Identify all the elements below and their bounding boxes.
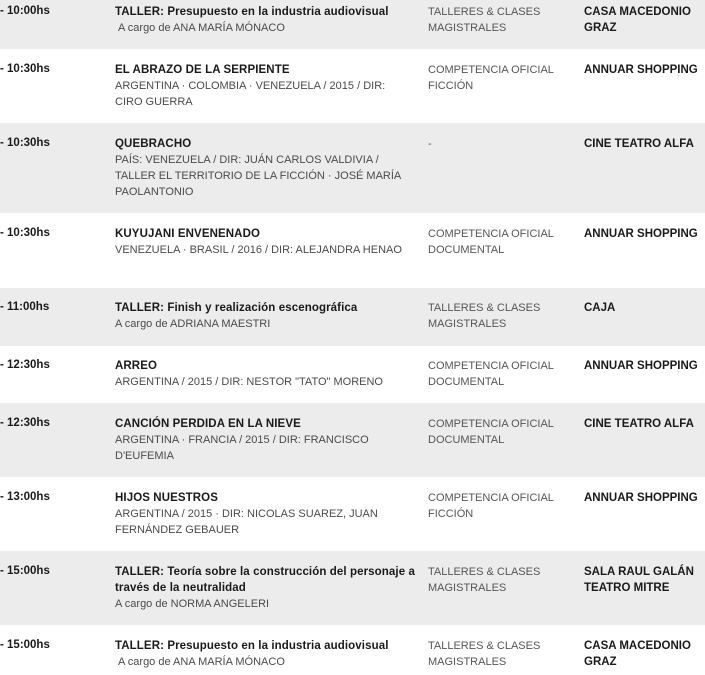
event-time: - 10:30hs: [0, 227, 50, 239]
schedule-row: [0, 625, 705, 675]
schedule-row: [0, 403, 705, 477]
event-info: [115, 358, 415, 390]
event-info: [115, 300, 415, 332]
event-title[interactable]: TALLER: Presupuesto en la industria audiovisual: [115, 640, 389, 652]
event-category: COMPETENCIA OFICIAL DOCUMENTAL: [428, 418, 554, 446]
event-venue: ANNUAR SHOPPING: [584, 360, 698, 372]
event-subtitle: ARGENTINA · COLOMBIA · VENEZUELA / 2015 / DIR: CIRO GUERRA: [115, 80, 386, 108]
event-category: COMPETENCIA OFICIAL FICCIÓN: [428, 492, 554, 520]
event-subtitle: A cargo de ANA MARÍA MÓNACO: [118, 22, 285, 34]
event-subtitle: ARGENTINA / 2015 · DIR: NICOLAS SUAREZ, JUAN FERNÁNDEZ GEBAUER: [115, 508, 378, 536]
event-venue: CINE TEATRO ALFA: [584, 138, 694, 150]
event-category: -: [428, 138, 432, 150]
event-info: [115, 638, 415, 670]
event-venue: ANNUAR SHOPPING: [584, 492, 698, 504]
event-time: - 13:00hs: [0, 491, 50, 503]
schedule-row: [0, 346, 705, 403]
event-venue: ANNUAR SHOPPING: [584, 228, 698, 240]
event-subtitle: VENEZUELA · BRASIL / 2016 / DIR: ALEJANDRA HENAO: [115, 244, 402, 256]
schedule-row: [0, 477, 705, 551]
event-venue: CINE TEATRO ALFA: [584, 418, 694, 430]
event-title[interactable]: ARREO: [115, 360, 158, 372]
event-category: COMPETENCIA OFICIAL DOCUMENTAL: [428, 228, 554, 256]
event-venue: CASA MACEDONIO GRAZ: [584, 640, 691, 668]
event-info: [115, 136, 415, 200]
event-time: - 15:00hs: [0, 565, 50, 577]
event-subtitle: A cargo de ANA MARÍA MÓNACO: [118, 656, 285, 668]
event-category: TALLERES & CLASES MAGISTRALES: [428, 6, 541, 34]
event-title[interactable]: TALLER: Teoría sobre la construcción del personaje a través de la neutralidad: [115, 566, 416, 594]
event-title[interactable]: TALLER: Finish y realización escenográfica: [115, 302, 358, 314]
event-category: TALLERES & CLASES MAGISTRALES: [428, 302, 541, 330]
event-category: TALLERES & CLASES MAGISTRALES: [428, 640, 541, 668]
event-subtitle: A cargo de ADRIANA MAESTRI: [115, 318, 271, 330]
event-info: [115, 226, 415, 258]
event-time: - 12:30hs: [0, 359, 50, 371]
event-time: - 12:30hs: [0, 417, 50, 429]
schedule-row: [0, 288, 705, 346]
schedule-row: [0, 0, 705, 49]
event-subtitle: PAÍS: VENEZUELA / DIR: JUÁN CARLOS VALDIVIA / TALLER EL TERRITORIO DE LA FICCIÓN · JOSÉ MARÍA PAOLANTONIO: [115, 154, 401, 198]
event-time: - 10:30hs: [0, 63, 50, 75]
event-subtitle: A cargo de NORMA ANGELERI: [115, 598, 270, 610]
event-info: [115, 490, 415, 538]
event-info: [115, 62, 415, 110]
event-time: - 10:30hs: [0, 137, 50, 149]
event-venue: CASA MACEDONIO GRAZ: [584, 6, 691, 34]
event-time: - 15:00hs: [0, 639, 50, 651]
event-category: COMPETENCIA OFICIAL FICCIÓN: [428, 64, 554, 92]
event-category: TALLERES & CLASES MAGISTRALES: [428, 566, 541, 594]
event-subtitle: ARGENTINA / 2015 / DIR: NESTOR "TATO" MORENO: [115, 376, 383, 388]
event-subtitle: ARGENTINA · FRANCIA / 2015 / DIR: FRANCISCO D'EUFEMIA: [115, 434, 369, 462]
event-title[interactable]: TALLER: Presupuesto en la industria audiovisual: [115, 6, 389, 18]
event-title[interactable]: QUEBRACHO: [115, 138, 192, 150]
event-title[interactable]: EL ABRAZO DE LA SERPIENTE: [115, 64, 290, 76]
event-title[interactable]: KUYUJANI ENVENENADO: [115, 228, 261, 240]
event-venue: CAJA: [584, 302, 616, 314]
event-info: [115, 4, 415, 36]
schedule-row: [0, 123, 705, 213]
event-info: [115, 416, 415, 464]
event-category: COMPETENCIA OFICIAL DOCUMENTAL: [428, 360, 554, 388]
schedule-row: [0, 551, 705, 625]
event-time: - 10:00hs: [0, 5, 50, 17]
schedule-row: [0, 213, 705, 288]
event-time: - 11:00hs: [0, 301, 50, 313]
event-title[interactable]: HIJOS NUESTROS: [115, 492, 219, 504]
event-venue: SALA RAUL GALÁN TEATRO MITRE: [584, 566, 694, 594]
schedule-row: [0, 49, 705, 123]
event-venue: ANNUAR SHOPPING: [584, 64, 698, 76]
event-title[interactable]: CANCIÓN PERDIDA EN LA NIEVE: [115, 418, 301, 430]
event-info: [115, 564, 415, 612]
